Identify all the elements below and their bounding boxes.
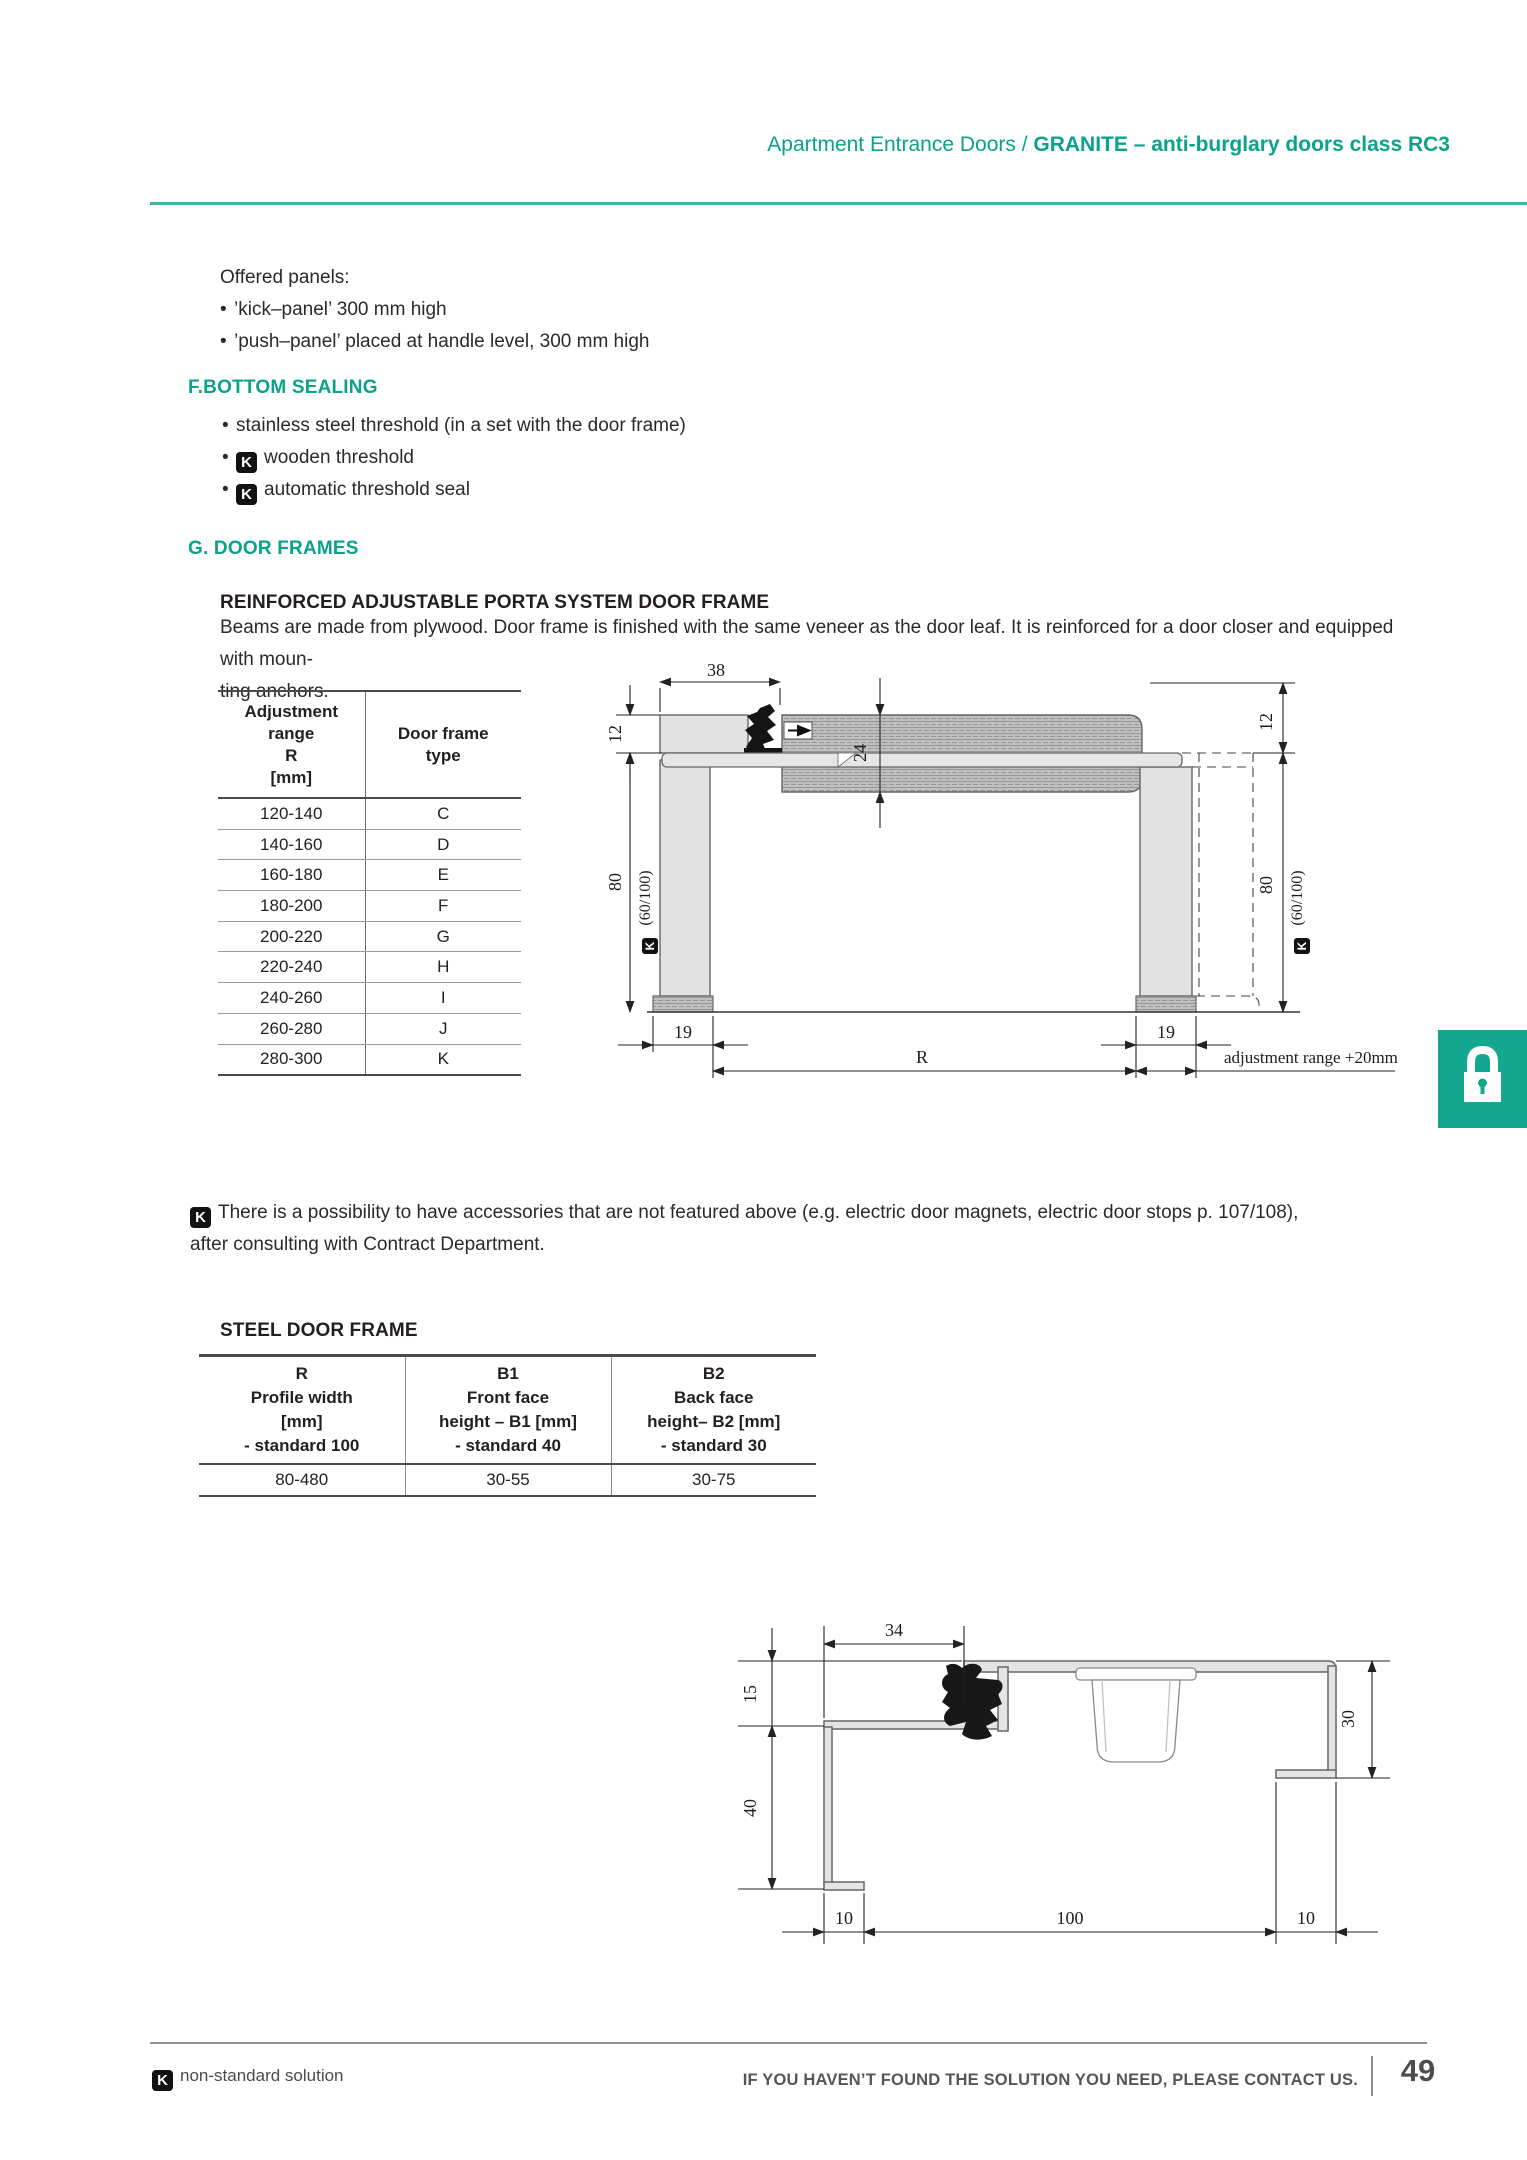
dim-label-30: 30 <box>1338 1710 1358 1728</box>
adjustment-range-value: 260-280 <box>218 1013 365 1044</box>
adjustment-range-value: 240-260 <box>218 983 365 1014</box>
svg-text:K: K <box>1295 941 1309 951</box>
adjustment-extension-dashed <box>1182 753 1259 1012</box>
breadcrumb-section: Apartment Entrance Doors / <box>767 133 1034 156</box>
door-frame-type-value: J <box>365 1013 521 1044</box>
offered-item-1: ’kick–panel’ 300 mm high <box>234 299 447 320</box>
footer-legend <box>152 2066 344 2091</box>
page-number: 49 <box>1400 2053 1436 2088</box>
list-item <box>222 410 686 442</box>
padlock-icon <box>1438 1030 1527 1128</box>
dim-label-19-left: 19 <box>674 1022 692 1042</box>
column-header-back-face: B2 Back face height– B2 [mm] - standard 30 <box>611 1356 816 1465</box>
non-standard-icon: K <box>236 452 257 473</box>
bullet-icon: • <box>222 415 229 436</box>
front-face-value: 30-55 <box>405 1464 611 1496</box>
page-title: GRANITE – anti-burglary doors class RC3 <box>1033 133 1450 156</box>
header-divider <box>150 202 1527 205</box>
table-row <box>218 891 521 922</box>
dim-label-38: 38 <box>707 660 725 680</box>
adjustment-range-value: 140-160 <box>218 829 365 860</box>
table-row <box>218 1013 521 1044</box>
svg-text:K: K <box>643 941 657 951</box>
adjustment-range-value: 120-140 <box>218 798 365 829</box>
dim-label-15: 15 <box>740 1685 760 1703</box>
breadcrumb <box>767 133 1450 157</box>
door-frame-type-value: G <box>365 921 521 952</box>
adjustment-range-value: 220-240 <box>218 952 365 983</box>
footer-page-divider <box>1371 2056 1373 2096</box>
sealing-item-2: wooden threshold <box>264 447 414 468</box>
profile-width-value: 80-480 <box>199 1464 405 1496</box>
table-row <box>218 1044 521 1075</box>
column-header-profile-width: R Profile width [mm] - standard 100 <box>199 1356 405 1465</box>
offered-panels-block <box>220 262 649 358</box>
bottom-sealing-list <box>222 410 686 506</box>
dimension-lines <box>738 1626 1390 1944</box>
frame-foot-left <box>653 996 713 1012</box>
subsection-heading-steel-frame: STEEL DOOR FRAME <box>220 1320 418 1341</box>
offered-item-2: ’push–panel’ placed at handle level, 300 mm high <box>234 331 650 352</box>
dim-label-r: R <box>915 1047 929 1067</box>
door-frame-type-value: D <box>365 829 521 860</box>
steel-frame-table <box>199 1354 816 1497</box>
door-frame-type-value: C <box>365 798 521 829</box>
door-frame-type-value: K <box>365 1044 521 1075</box>
dim-label-100: 100 <box>1056 1908 1084 1928</box>
k-60-100-label-left <box>637 870 658 954</box>
steel-profile <box>824 1661 1336 1890</box>
k-60-100-label-right <box>1289 870 1310 954</box>
table-row <box>218 798 521 829</box>
dim-label-10-right: 10 <box>1297 1908 1315 1928</box>
table-row <box>218 952 521 983</box>
table-row <box>218 860 521 891</box>
bullet-icon: • <box>220 299 227 320</box>
table-row <box>218 829 521 860</box>
table-row <box>218 921 521 952</box>
back-face-value: 30-75 <box>611 1464 816 1496</box>
note-line: K There is a possibility to have accessories that are not featured above (e.g. electric door magnets, electric door stops p. 107/108), <box>190 1197 1420 1229</box>
frame-post-right <box>1140 767 1192 996</box>
frame-post-left <box>660 760 710 996</box>
adjustment-range-value: 180-200 <box>218 891 365 922</box>
offered-panels-label: Offered panels: <box>220 267 350 288</box>
svg-text:(60/100): (60/100) <box>1289 870 1306 926</box>
steel-frame-diagram <box>700 1560 1500 2040</box>
door-frame-type-value: F <box>365 891 521 922</box>
adjustment-range-value: 160-180 <box>218 860 365 891</box>
non-standard-icon: K <box>236 484 257 505</box>
mounting-sleeve <box>1076 1668 1196 1762</box>
table-row <box>218 983 521 1014</box>
dim-label-34: 34 <box>885 1620 903 1640</box>
paragraph-line: ting anchors. <box>220 681 329 702</box>
section-heading-door-frames: G. DOOR FRAMES <box>188 538 359 559</box>
frame-foot-right <box>1136 996 1196 1012</box>
note-line: after consulting with Contract Department. <box>190 1234 545 1255</box>
bullet-icon: • <box>222 447 229 468</box>
footer-legend-label: non-standard solution <box>180 2066 344 2085</box>
table-row <box>199 1464 816 1496</box>
dim-label-19-right: 19 <box>1157 1022 1175 1042</box>
seal-base <box>744 748 782 753</box>
column-header-adjustment-range: Adjustment range R [mm] <box>218 691 365 798</box>
sealing-item-1: stainless steel threshold (in a set with the door frame) <box>236 415 686 436</box>
adjustment-range-value: 200-220 <box>218 921 365 952</box>
list-item <box>220 326 649 358</box>
adjustment-range-value: 280-300 <box>218 1044 365 1075</box>
column-header-front-face: B1 Front face height – B1 [mm] - standard 40 <box>405 1356 611 1465</box>
bullet-icon: • <box>220 331 227 352</box>
dim-label-80-right: 80 <box>1256 876 1276 894</box>
dim-label-12-left: 12 <box>605 725 625 743</box>
door-seal <box>745 704 776 753</box>
dim-label-12-right: 12 <box>1256 713 1276 731</box>
list-item <box>222 442 686 474</box>
dim-label-40: 40 <box>740 1799 760 1817</box>
section-heading-bottom-sealing: F.BOTTOM SEALING <box>188 377 378 398</box>
door-frame-type-value: H <box>365 952 521 983</box>
dim-label-80-left: 80 <box>605 873 625 891</box>
non-standard-icon: K <box>190 1207 211 1228</box>
adjustable-frame-diagram <box>600 650 1425 1090</box>
list-item <box>220 294 649 326</box>
adjustment-range-table <box>218 690 521 1076</box>
dim-label-10-left: 10 <box>835 1908 853 1928</box>
door-frame-type-value: I <box>365 983 521 1014</box>
accessories-note <box>190 1197 1420 1261</box>
frame-head-profile <box>660 715 748 753</box>
sealing-item-3: automatic threshold seal <box>264 479 470 500</box>
security-section-badge <box>1438 1030 1527 1128</box>
subsection-heading-reinforced-frame: REINFORCED ADJUSTABLE PORTA SYSTEM DOOR FRAME <box>220 592 770 613</box>
list-item <box>222 474 686 506</box>
non-standard-icon: K <box>152 2070 173 2091</box>
adjustable-panel <box>662 753 1182 767</box>
footer-contact-text: IF YOU HAVEN’T FOUND THE SOLUTION YOU NEED, PLEASE CONTACT US. <box>742 2071 1358 2089</box>
bullet-icon: • <box>222 479 229 500</box>
column-header-door-frame-type: Door frame type <box>365 691 521 798</box>
footer-divider <box>150 2042 1427 2044</box>
paragraph-line: Beams are made from plywood. Door frame is finished with the same veneer as the door leaf. It is reinforced for a door closer and equipped with moun- <box>220 617 1394 670</box>
door-frame-type-value: E <box>365 860 521 891</box>
svg-text:(60/100): (60/100) <box>637 870 654 926</box>
adjustment-range-note: adjustment range +20mm <box>1224 1048 1398 1067</box>
dim-label-24: 24 <box>850 744 870 762</box>
